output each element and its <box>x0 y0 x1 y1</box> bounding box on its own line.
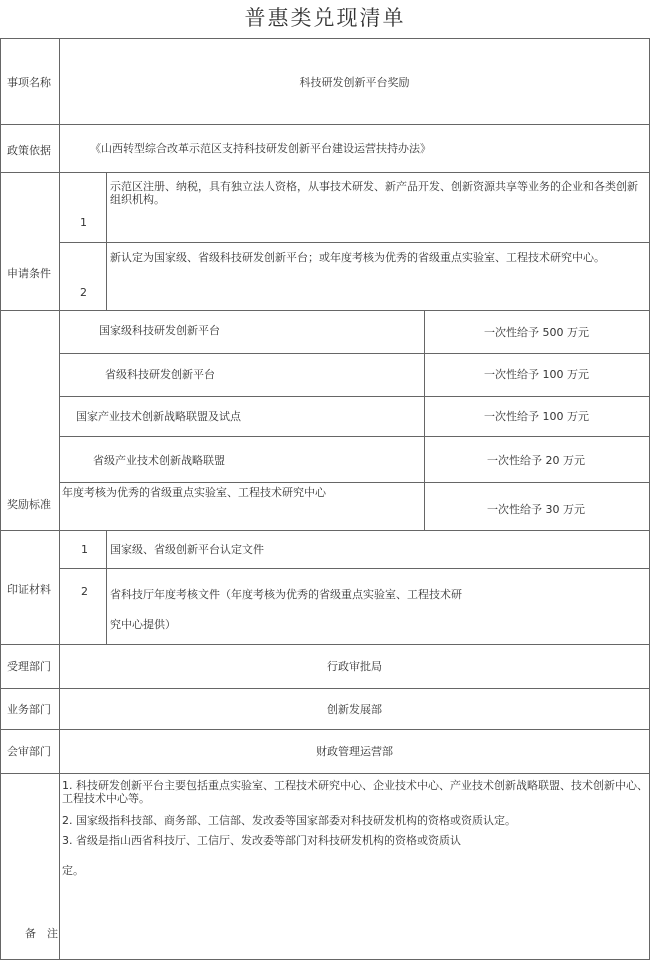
reward-5-amount: 一次性给予 30 万元 <box>487 503 585 516</box>
reward-1-name: 国家级科技研发创新平台 <box>99 324 220 337</box>
condition-2-no: 2 <box>80 286 87 299</box>
evidence-1-text: 国家级、省级创新平台认定文件 <box>110 543 264 556</box>
reward-3-name: 国家产业技术创新战略联盟及试点 <box>76 410 241 423</box>
item-name-label: 事项名称 <box>7 76 51 89</box>
remarks-label-cell <box>0 773 60 960</box>
evidence-1-no: 1 <box>81 543 88 556</box>
condition-1-text: 示范区注册、纳税，具有独立法人资格，从事技术研发、新产品开发、创新资源共享等业务的企业和各类创新组织机构。 <box>110 180 638 206</box>
reward-2-name-cell <box>59 353 425 397</box>
remarks-line-1: 1. 科技研发创新平台主要包括重点实验室、工程技术研究中心、企业技术中心、产业技术创新战略联盟、技术创新中心、工程技术中心等。 <box>62 779 648 805</box>
policy-basis-value-cell <box>59 124 650 173</box>
policy-basis-value: 《山西转型综合改革示范区支持科技研发创新平台建设运营扶持办法》 <box>90 142 431 155</box>
conditions-label-cell <box>0 172 60 311</box>
business-dept-value-cell <box>59 688 650 730</box>
review-dept-label: 会审部门 <box>7 745 51 758</box>
reward-5-name-cell <box>59 482 425 531</box>
business-dept-label-cell <box>0 688 60 730</box>
reward-1-amount-cell <box>424 310 650 354</box>
evidence-2-no: 2 <box>81 585 88 598</box>
redemption-table <box>0 38 650 960</box>
review-dept-value-cell <box>59 729 650 774</box>
evidence-2-text-line1: 省科技厅年度考核文件（年度考核为优秀的省级重点实验室、工程技术研 <box>110 588 462 601</box>
reward-2-name: 省级科技研发创新平台 <box>105 368 215 381</box>
accepting-dept-value: 行政审批局 <box>327 660 382 673</box>
remarks-line-3: 3. 省级是指山西省科技厅、工信厅、发改委等部门对科技研发机构的资格或资质认 <box>62 834 461 847</box>
item-name-label-cell <box>0 38 60 125</box>
page-title: 普惠类兑现清单 <box>244 6 406 30</box>
reward-2-amount-cell <box>424 353 650 397</box>
evidence-label-cell <box>0 530 60 645</box>
remarks-line-4: 定。 <box>62 864 84 877</box>
reward-4-amount-cell <box>424 436 650 483</box>
evidence-1-no-cell <box>59 530 107 569</box>
reward-3-name-cell <box>59 396 425 437</box>
conditions-label: 申请条件 <box>7 267 51 280</box>
condition-2-no-cell <box>59 242 107 311</box>
remarks-value-cell <box>59 773 650 960</box>
condition-2-text: 新认定为国家级、省级科技研发创新平台；或年度考核为优秀的省级重点实验室、工程技术研究中心。 <box>110 251 605 264</box>
condition-1-text-cell <box>106 172 650 243</box>
remarks-line-2: 2. 国家级指科技部、商务部、工信部、发改委等国家部委对科技研发机构的资格或资质认定。 <box>62 814 516 827</box>
item-name-value-cell <box>59 38 650 125</box>
accepting-dept-label-cell <box>0 644 60 689</box>
reward-4-name: 省级产业技术创新战略联盟 <box>93 454 225 467</box>
policy-basis-label: 政策依据 <box>7 144 51 157</box>
business-dept-value: 创新发展部 <box>327 703 382 716</box>
reward-5-name: 年度考核为优秀的省级重点实验室、工程技术研究中心 <box>62 486 326 499</box>
rewards-label: 奖励标准 <box>7 498 51 511</box>
evidence-label: 印证材料 <box>7 583 51 596</box>
evidence-1-text-cell <box>106 530 650 569</box>
accepting-dept-label: 受理部门 <box>7 660 51 673</box>
condition-1-no: 1 <box>80 216 87 229</box>
reward-4-name-cell <box>59 436 425 483</box>
evidence-2-text-line2: 究中心提供） <box>110 618 176 631</box>
evidence-2-no-cell <box>59 568 107 645</box>
review-dept-value: 财政管理运营部 <box>316 745 393 758</box>
accepting-dept-value-cell <box>59 644 650 689</box>
evidence-2-text-cell <box>106 568 650 645</box>
reward-3-amount: 一次性给予 100 万元 <box>484 410 589 423</box>
reward-5-amount-cell <box>424 482 650 531</box>
reward-3-amount-cell <box>424 396 650 437</box>
policy-basis-label-cell <box>0 124 60 173</box>
remarks-label: 备 注 <box>25 927 58 940</box>
rewards-label-cell <box>0 310 60 531</box>
review-dept-label-cell <box>0 729 60 774</box>
reward-4-amount: 一次性给予 20 万元 <box>487 454 585 467</box>
condition-1-no-cell <box>59 172 107 243</box>
reward-2-amount: 一次性给予 100 万元 <box>484 368 589 381</box>
business-dept-label: 业务部门 <box>7 703 51 716</box>
condition-2-text-cell <box>106 242 650 311</box>
reward-1-amount: 一次性给予 500 万元 <box>484 326 589 339</box>
reward-1-name-cell <box>59 310 425 354</box>
item-name-value: 科技研发创新平台奖励 <box>299 76 410 89</box>
